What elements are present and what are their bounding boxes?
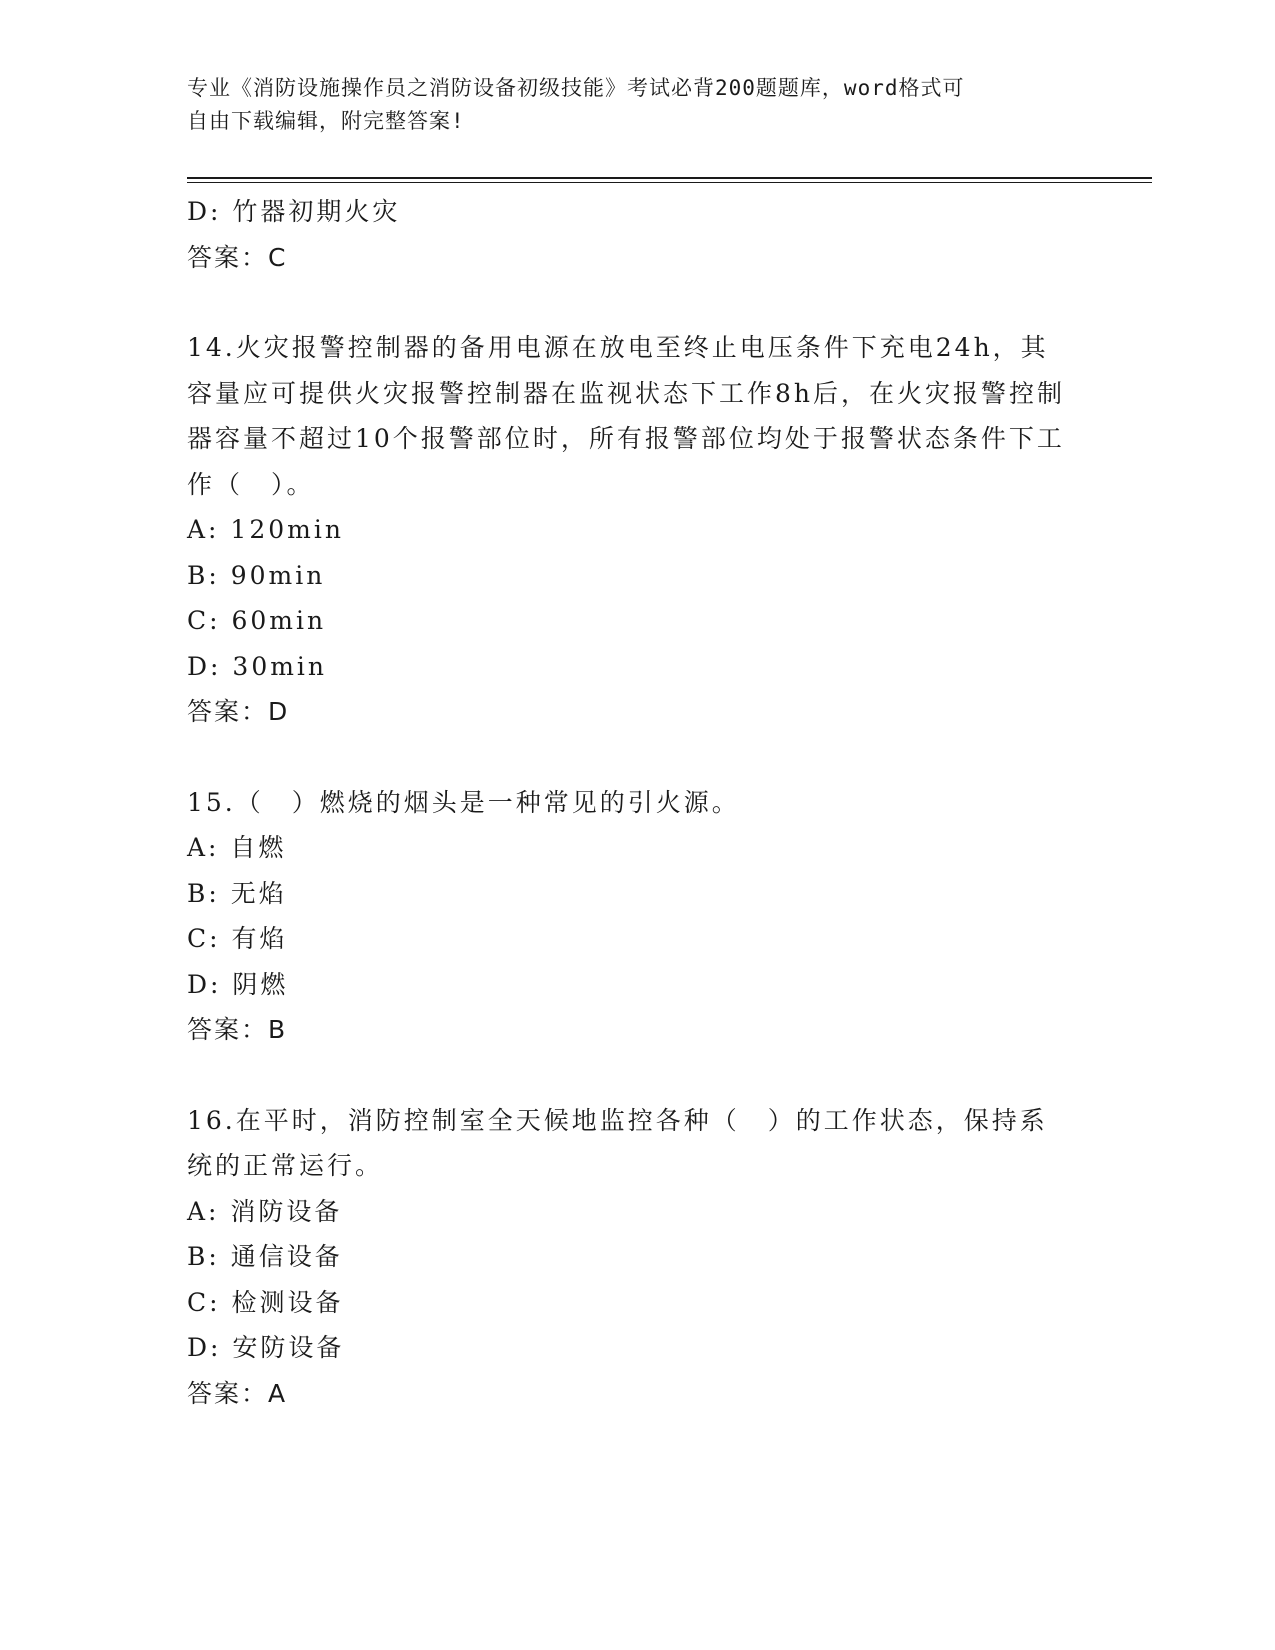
question-16 (187, 1098, 1077, 1417)
question-text: 16.在平时，消防控制室全天候地监控各种（ ）的工作状态，保持系统的正常运行。 (187, 1105, 1048, 1180)
header-line-1: 专业《消防设施操作员之消防设备初级技能》考试必背200题题库，word格式可 (187, 76, 965, 100)
option-d: D: 竹器初期火灾 (187, 197, 401, 226)
option-c: C: 60min (187, 606, 327, 635)
option-b: B: 无焰 (187, 878, 287, 908)
answer-line: 答案：C (187, 242, 288, 272)
question-15 (187, 780, 1077, 1053)
header-divider-thin (187, 182, 1152, 183)
previous-question-tail (187, 189, 1077, 280)
answer-line: 答案：D (187, 697, 290, 726)
header-line-2: 自由下载编辑，附完整答案! (187, 109, 465, 133)
spacer (187, 1053, 1077, 1098)
answer-line: 答案：B (187, 1015, 288, 1044)
header-divider-thick (187, 177, 1152, 179)
option-a: A: 消防设备 (187, 1196, 343, 1226)
option-b: B: 90min (187, 560, 326, 590)
question-text: 15.（ ）燃烧的烟头是一种常见的引火源。 (187, 787, 740, 817)
option-d: D: 安防设备 (187, 1333, 345, 1362)
spacer (187, 735, 1077, 780)
spacer (187, 280, 1077, 325)
question-content (187, 189, 1077, 1416)
option-d: D: 30min (187, 651, 328, 681)
option-c: C: 检测设备 (187, 1287, 344, 1317)
option-d: D: 阴燃 (187, 969, 289, 999)
answer-line: 答案：A (187, 1378, 288, 1408)
document-header (187, 72, 1067, 138)
question-14 (187, 325, 1077, 735)
option-a: A: 自燃 (187, 833, 287, 862)
option-c: C: 有焰 (187, 924, 288, 953)
option-b: B: 通信设备 (187, 1242, 343, 1271)
question-text: 14.火灾报警控制器的备用电源在放电至终止电压条件下充电24h，其容量应可提供火灾报警控制器在监视状态下工作8h后，在火灾报警控制器容量不超过10个报警部位时，所有报警部位均处于报警状态条件下工作（ ）。 (187, 333, 1066, 499)
option-a: A: 120min (187, 515, 344, 544)
